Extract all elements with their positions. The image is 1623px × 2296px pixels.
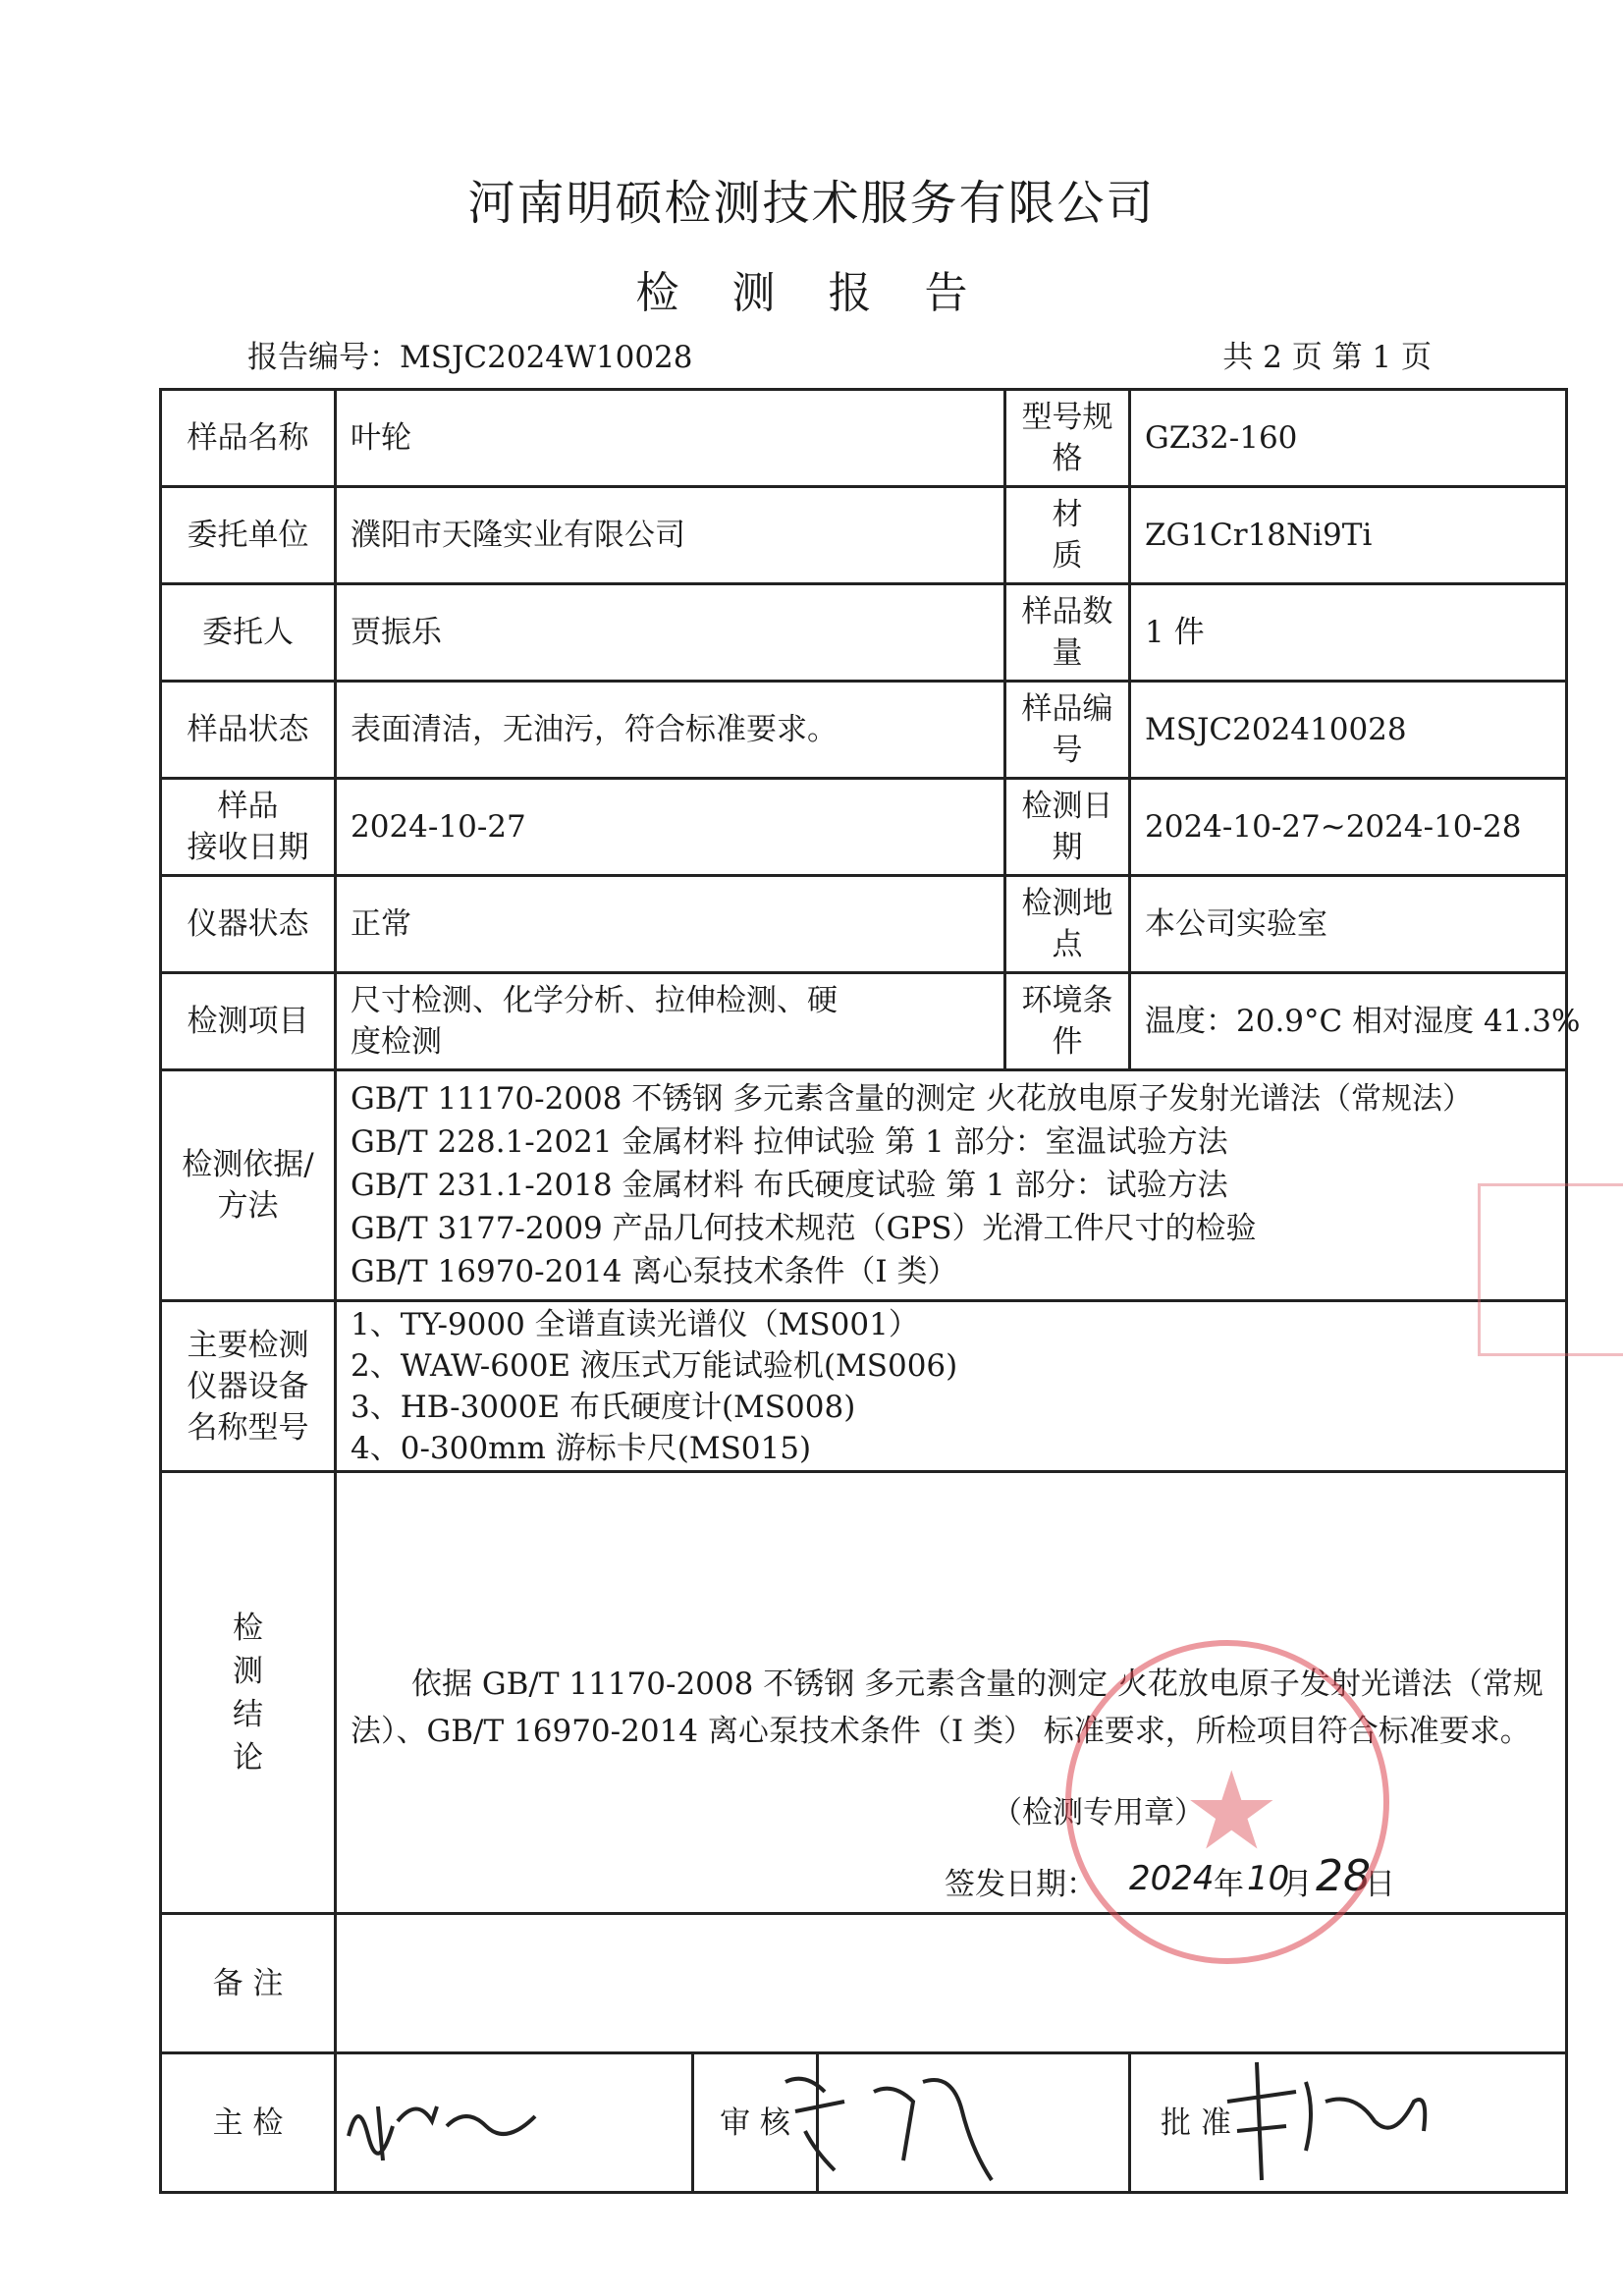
receive-date-label <box>161 779 336 876</box>
sample-no-value: MSJC202410028 <box>1130 682 1567 779</box>
instrument-state-label: 仪器状态 <box>161 876 336 973</box>
issue-date-label: 签发日期： <box>945 1867 1097 1902</box>
sample-state-label: 样品状态 <box>161 682 336 779</box>
table-row <box>161 876 1567 973</box>
receive-date-label-line: 样品 <box>217 789 279 824</box>
basis-label-line: 检测依据/ <box>182 1147 314 1182</box>
table-row <box>161 390 1567 487</box>
basis-line: GB/T 11170-2008 不锈钢 多元素含量的测定 火花放电原子发射光谱法（常规法） <box>351 1081 1474 1117</box>
remarks-value <box>336 1914 1567 2053</box>
items-line: 尺寸检测、化学分析、拉伸检测、硬 <box>351 983 838 1018</box>
stamp-note: （检测专用章） <box>992 1795 1205 1831</box>
equipment-line: 3、HB-3000E 布氏硬度计(MS008) <box>351 1389 856 1425</box>
inspector-signature-icon <box>339 2067 555 2175</box>
table-row <box>161 584 1567 682</box>
stamp-star-icon: ★ <box>1183 1748 1280 1874</box>
equipment-line: 2、WAW-600E 液压式万能试验机(MS006) <box>351 1347 958 1384</box>
table-row <box>161 1914 1567 2053</box>
remarks-label: 备 注 <box>161 1914 336 2053</box>
basis-value <box>336 1070 1567 1301</box>
basis-line: GB/T 228.1-2021 金属材料 拉伸试验 第 1 部分：室温试验方法 <box>351 1124 1228 1160</box>
table-row <box>161 1301 1567 1472</box>
quantity-label: 样品数量 <box>1005 584 1130 682</box>
equipment-label-line: 名称型号 <box>187 1409 309 1446</box>
location-value: 本公司实验室 <box>1130 876 1567 973</box>
material-value: ZG1Cr18Ni9Ti <box>1130 487 1567 584</box>
items-value <box>336 973 1005 1070</box>
env-label: 环境条件 <box>1005 973 1130 1070</box>
consignor-label: 委托人 <box>161 584 336 682</box>
client-label: 委托单位 <box>161 487 336 584</box>
company-title: 河南明硕检测技术服务有限公司 <box>467 176 1156 231</box>
equipment-value <box>336 1301 1567 1472</box>
conclusion-label-char: 测 <box>233 1653 263 1689</box>
basis-line: GB/T 16970-2014 离心泵技术条件（I 类） <box>351 1254 958 1289</box>
client-value: 濮阳市天隆实业有限公司 <box>336 487 1005 584</box>
receive-date-value: 2024-10-27 <box>336 779 1005 876</box>
reviewer-label: 审 核 <box>693 2053 818 2193</box>
sample-name-label: 样品名称 <box>161 390 336 487</box>
approver-signature-icon <box>1217 2052 1443 2190</box>
issue-date-day: 28 <box>1316 1851 1371 1901</box>
issue-date-year-unit: 年 <box>1214 1867 1244 1902</box>
receive-date-label-line: 接收日期 <box>187 830 309 865</box>
basis-line: GB/T 3177-2009 产品几何技术规范（GPS）光滑工件尺寸的检验 <box>351 1211 1257 1246</box>
page-info: 共 2 页 第 1 页 <box>1222 340 1432 375</box>
test-date-value: 2024-10-27~2024-10-28 <box>1130 779 1567 876</box>
model-label: 型号规格 <box>1005 390 1130 487</box>
table-row <box>161 779 1567 876</box>
conclusion-label <box>161 1472 336 1914</box>
issue-date-day-unit: 日 <box>1365 1867 1395 1902</box>
report-table <box>159 388 1581 2194</box>
equipment-label <box>161 1301 336 1472</box>
sample-state-value: 表面清洁，无油污，符合标准要求。 <box>336 682 1005 779</box>
sample-name-value: 叶轮 <box>336 390 1005 487</box>
reviewer-signature-icon <box>766 2052 1021 2190</box>
basis-line: GB/T 231.1-2018 金属材料 布氏硬度试验 第 1 部分：试验方法 <box>351 1168 1228 1203</box>
table-row <box>161 487 1567 584</box>
conclusion-label-char: 检 <box>233 1610 263 1646</box>
sample-no-label: 样品编号 <box>1005 682 1130 779</box>
inspector-label: 主 检 <box>161 2053 336 2193</box>
conclusion-label-char: 结 <box>233 1696 263 1732</box>
issue-date-month-unit: 月 <box>1282 1867 1313 1902</box>
report-number: 报告编号：MSJC2024W10028 <box>247 340 693 375</box>
table-row <box>161 682 1567 779</box>
location-label: 检测地点 <box>1005 876 1130 973</box>
basis-label <box>161 1070 336 1301</box>
equipment-line: 1、TY-9000 全谱直读光谱仪（MS001） <box>351 1306 919 1342</box>
equipment-line: 4、0-300mm 游标卡尺(MS015) <box>351 1430 812 1466</box>
quantity-value: 1 件 <box>1130 584 1567 682</box>
conclusion-label-char: 论 <box>233 1739 263 1776</box>
equipment-label-line: 主要检测 <box>187 1327 309 1363</box>
items-label: 检测项目 <box>161 973 336 1070</box>
approver-label: 批 准 <box>1161 2105 1231 2141</box>
consignor-value: 贾振乐 <box>336 584 1005 682</box>
test-date-label: 检测日期 <box>1005 779 1130 876</box>
instrument-state-value: 正常 <box>336 876 1005 973</box>
conclusion-text: 依据 GB/T 11170-2008 不锈钢 多元素含量的测定 火花放电原子发射光谱法（常规法）、GB/T 16970-2014 离心泵技术条件（I 类） 标准要求，所检项目符合标准要求。 <box>351 1666 1543 1749</box>
report-title: 检 测 报 告 <box>635 268 988 318</box>
items-line: 度检测 <box>351 1024 442 1060</box>
equipment-label-line: 仪器设备 <box>187 1368 309 1404</box>
table-row <box>161 1070 1567 1301</box>
material-label: 材 质 <box>1005 487 1130 584</box>
side-stamp-icon <box>1478 1183 1623 1356</box>
table-row <box>161 973 1567 1070</box>
model-value: GZ32-160 <box>1130 390 1567 487</box>
env-value: 温度：20.9°C 相对湿度 41.3% <box>1130 973 1567 1070</box>
issue-date-month: 10 <box>1247 1859 1290 1898</box>
issue-date-year: 2024 <box>1129 1859 1215 1898</box>
basis-label-line: 方法 <box>217 1188 279 1224</box>
